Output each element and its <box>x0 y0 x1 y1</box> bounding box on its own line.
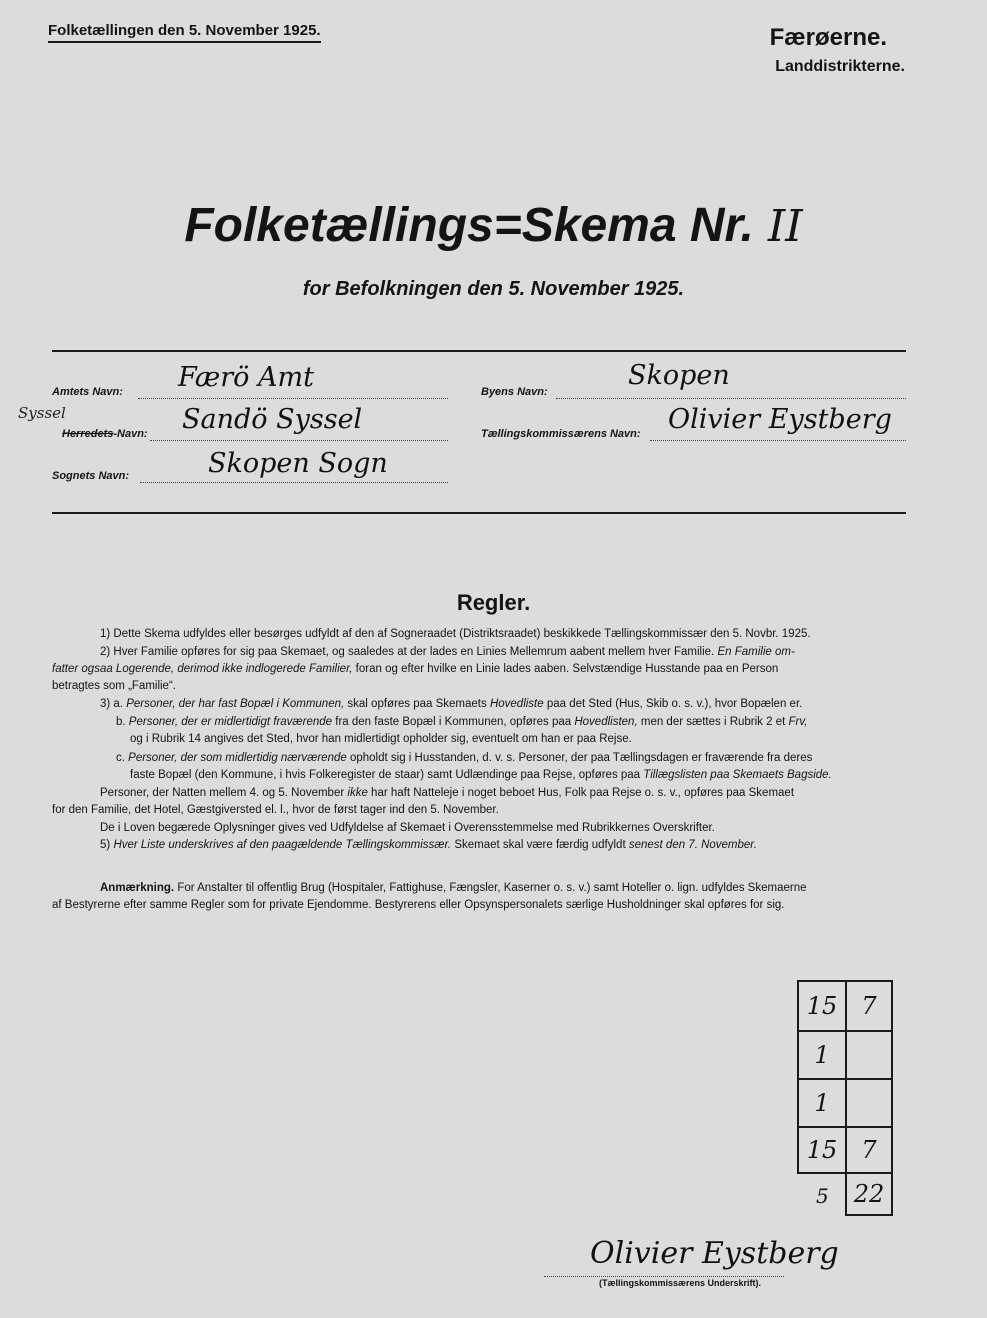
tally-cell: 1 <box>797 1030 847 1080</box>
herred-overwrite: Syssel <box>18 404 66 422</box>
rule-3c-text-e: Tillægslisten paa Skemaets Bagside. <box>643 769 832 781</box>
divider-bottom <box>52 512 906 514</box>
rule-3b-text-c: fra den faste Bopæl i Kommunen, opføres paa <box>335 716 572 728</box>
rule-3a <box>100 697 910 712</box>
rule-5-text-c: Skemaet skal være færdig udfyldt <box>454 839 626 851</box>
rule-3d-text-c: har haft Natteleje i noget beboet Hus, Folk paa Rejse o. s. v., opføres paa Skemaet <box>371 787 795 799</box>
tally-extra-left: 5 <box>816 1184 829 1208</box>
amt-label: Amtets Navn: <box>52 386 123 398</box>
rule-4: De i Loven begærede Oplysninger gives ved Udfyldelse af Skemaet i Overensstemmelse med Rubrikkernes Overskrifter. <box>100 822 715 834</box>
rule-5-text-d: senest den 7. November. <box>628 839 757 851</box>
note-line2: af Bestyrerne efter samme Regler som for private Ejendomme. Bestyrerens eller Opsynspersonalets særlige Husholdninger skal opføres for sig. <box>52 899 785 911</box>
rule-3c-line2 <box>130 768 910 783</box>
rule-3d-line1 <box>100 786 910 801</box>
kommissaer-label: Tællingskommissærens Navn: <box>481 428 641 440</box>
region-header: Færøerne. <box>769 24 887 51</box>
rule-3d-line2: for den Familie, det Hotel, Gæstgiversted el. l., hvor de først tager ind den 5. November. <box>52 804 499 816</box>
rule-3b-line1 <box>116 715 910 730</box>
rule-3c-text-c: opholdt sig i Husstanden, d. v. s. Personer, der paa Tællingsdagen er fraværende fra deres <box>349 752 813 764</box>
by-line <box>556 398 906 399</box>
rule-5-text-a: 5) <box>100 839 111 851</box>
rule-3c-text-b: Personer, der som midlertidig nærværende <box>128 752 347 764</box>
tally-cell: 7 <box>845 1126 893 1174</box>
form-title-text: Folketællings=Skema Nr. <box>184 199 754 252</box>
rule-3a-text-c: skal opføres paa Skemaets <box>347 698 487 710</box>
tally-cell <box>845 1030 893 1080</box>
sogn-value: Skopen Sogn <box>208 448 388 479</box>
rule-3b-text-a: b. <box>116 716 126 728</box>
rule-2-line1 <box>100 645 910 660</box>
rule-3b-line2: og i Rubrik 14 angives det Sted, hvor han midlertidigt opholder sig, eventuelt om han er paa Rejse. <box>130 733 632 745</box>
rule-2-text-b: En Familie om- <box>717 646 795 658</box>
rule-3a-text-a: 3) a. <box>100 698 124 710</box>
rule-2-line2 <box>52 662 910 677</box>
rule-1: 1) Dette Skema udfyldes eller besørges udfyldt af den af Sogneraadet (Distriktsraadet) beskikkede Tællingskommissær den 5. Novbr. 1925. <box>100 628 811 640</box>
rule-3d-text-b: ikke <box>347 787 368 799</box>
note-text-1: For Anstalter til offentlig Brug (Hospitaler, Fattighuse, Fængsler, Kaserner o. s. v.) samt Hoteller o. lign. udfyldes Skemaerne <box>177 882 807 894</box>
amt-line <box>138 398 448 399</box>
rule-3b-text-f: Frv, <box>788 716 808 728</box>
rule-3c-line1 <box>116 751 910 766</box>
herred-label-struck: Herredets <box>62 428 114 440</box>
note-label: Anmærkning. <box>100 882 175 894</box>
note-line1 <box>100 881 910 896</box>
tally-grid <box>797 980 893 1216</box>
signature-caption: (Tællingskommissærens Underskrift). <box>598 1278 762 1288</box>
kommissaer-value: Olivier Eystberg <box>668 404 892 435</box>
tally-total-cell: 22 <box>845 1172 893 1216</box>
sogn-label: Sognets Navn: <box>52 470 130 482</box>
rule-3c-text-d: faste Bopæl (den Kommune, i hvis Folkeregister de staar) samt Udlændinge paa Rejse, opføres paa <box>130 769 641 781</box>
rule-3a-text-b: Personer, der har fast Bopæl i Kommunen, <box>126 698 345 710</box>
rule-3c-text-a: c. <box>116 752 125 764</box>
rule-5 <box>100 838 910 853</box>
sogn-line <box>140 482 448 483</box>
rule-3b-text-b: Personer, der er midlertidigt fraværende <box>128 716 333 728</box>
herred-line <box>150 440 448 441</box>
rule-2-text-a: 2) Hver Familie opføres for sig paa Skemaet, og saaledes at der lades en Linies Mellemrum aabent mellem hver Familie. <box>100 646 715 658</box>
rule-2-line3: betragtes som „Familie“. <box>52 680 176 692</box>
form-number: II <box>767 201 803 252</box>
tally-cell: 7 <box>845 980 893 1032</box>
rule-3b-text-e: men der sættes i Rubrik 2 et <box>640 716 786 728</box>
tally-cell: 1 <box>797 1078 847 1128</box>
herred-value: Sandö Syssel <box>182 404 363 435</box>
rule-2-text-c: fatter ogsaa Logerende, derimod ikke indlogerede Familier, <box>52 663 353 675</box>
rules-heading: Regler. <box>456 590 531 615</box>
rule-3a-text-e: paa det Sted (Hus, Skib o. s. v.), hvor Bopælen er. <box>546 698 803 710</box>
rule-3b-text-d: Hovedlisten, <box>574 716 638 728</box>
herred-label-suffix: -Navn: <box>113 428 148 440</box>
rule-3d-text-a: Personer, der Natten mellem 4. og 5. November <box>100 787 345 799</box>
kommissaer-line <box>650 440 906 441</box>
rule-2-text-d: foran og efter hvilke en Linie lades aaben. Selvstændige Husstande paa en Person <box>355 663 779 675</box>
district-header: Landdistrikterne. <box>775 58 905 75</box>
rule-3a-text-d: Hovedliste <box>489 698 544 710</box>
divider-top <box>52 350 906 352</box>
signature: Olivier Eystberg <box>590 1236 839 1271</box>
by-value: Skopen <box>628 360 730 391</box>
tally-cell: 15 <box>797 1126 847 1174</box>
census-date-header: Folketællingen den 5. November 1925. <box>48 22 321 43</box>
herred-label <box>62 428 148 440</box>
rule-5-text-b: Hver Liste underskrives af den paagældende Tællingskommissær. <box>113 839 452 851</box>
tally-cell <box>845 1078 893 1128</box>
amt-value: Færö Amt <box>178 362 314 393</box>
by-label: Byens Navn: <box>481 386 548 398</box>
form-title <box>0 198 987 253</box>
tally-cell: 15 <box>797 980 847 1032</box>
form-subtitle: for Befolkningen den 5. November 1925. <box>302 278 685 300</box>
signature-line <box>544 1276 784 1277</box>
